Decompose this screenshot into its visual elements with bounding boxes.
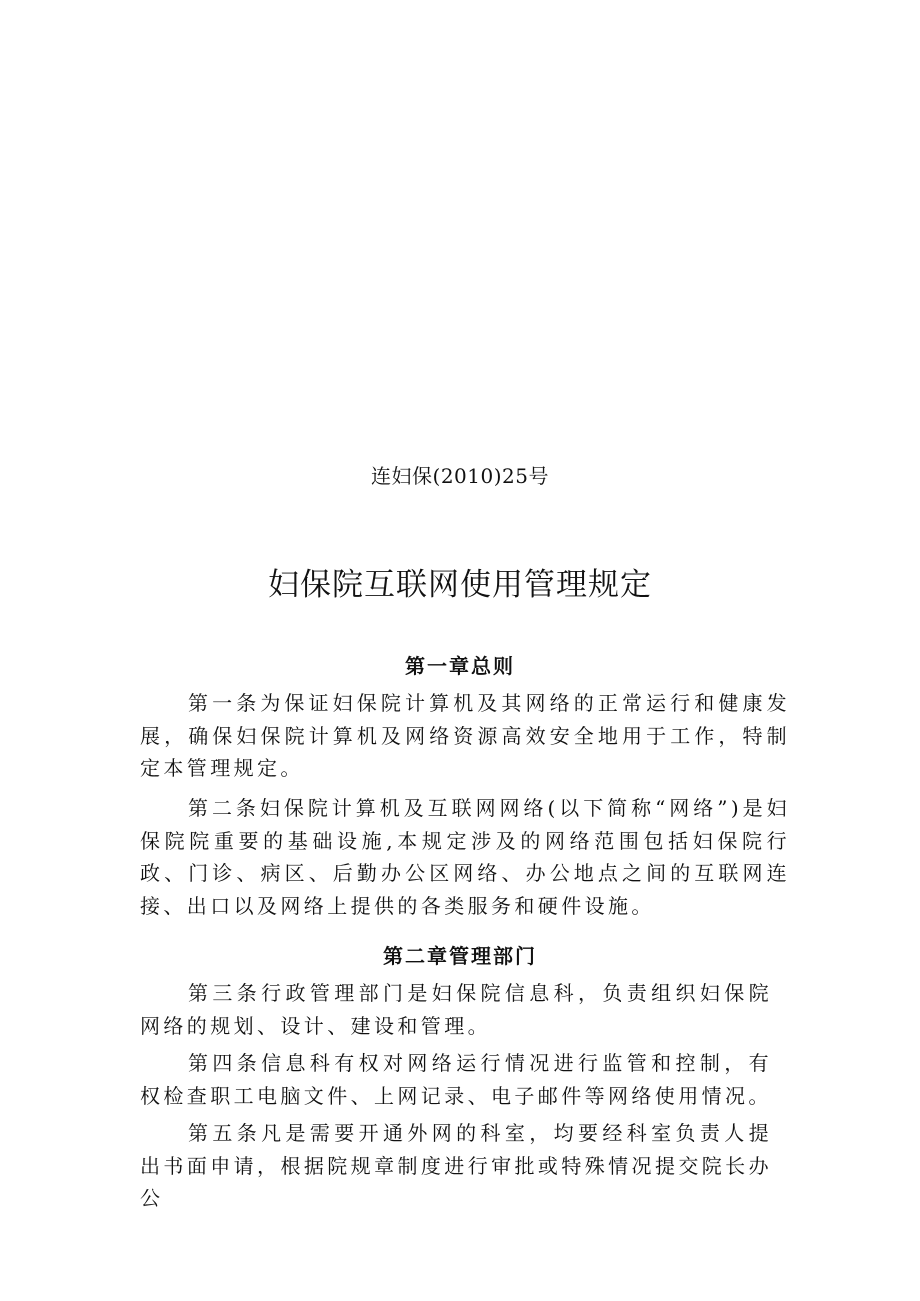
article-paragraph: 第四条信息科有权对网络运行情况进行监管和控制，有权检查职工电脑文件、上网记录、电子邮件等网络使用情况。 [140, 1051, 772, 1108]
article-paragraph: 第三条行政管理部门是妇保院信息科，负责组织妇保院网络的规划、设计、建设和管理。 [140, 981, 772, 1038]
chapter-heading: 第二章管理部门 [383, 944, 537, 968]
document-number: 连妇保(2010)25号 [371, 464, 549, 488]
article-paragraph: 第五条凡是需要开通外网的科室，均要经科室负责人提出书面申请，根据院规章制度进行审批或特殊情况提交院长办公 [140, 1121, 772, 1210]
article-paragraph: 第一条为保证妇保院计算机及其网络的正常运行和健康发展，确保妇保院计算机及网络资源高效安全地用于工作，特制定本管理规定。 [140, 691, 790, 780]
document-title: 妇保院互联网使用管理规定 [268, 567, 652, 603]
article-paragraph: 第二条妇保院计算机及互联网网络(以下简称“网络”)是妇保院院重要的基础设施,本规定涉及的网络范围包括妇保院行政、门诊、病区、后勤办公区网络、办公地点之间的互联网连接、出口以及网络上提供的各类服务和硬件设施。 [140, 796, 790, 918]
chapter-heading: 第一章总则 [405, 654, 515, 678]
